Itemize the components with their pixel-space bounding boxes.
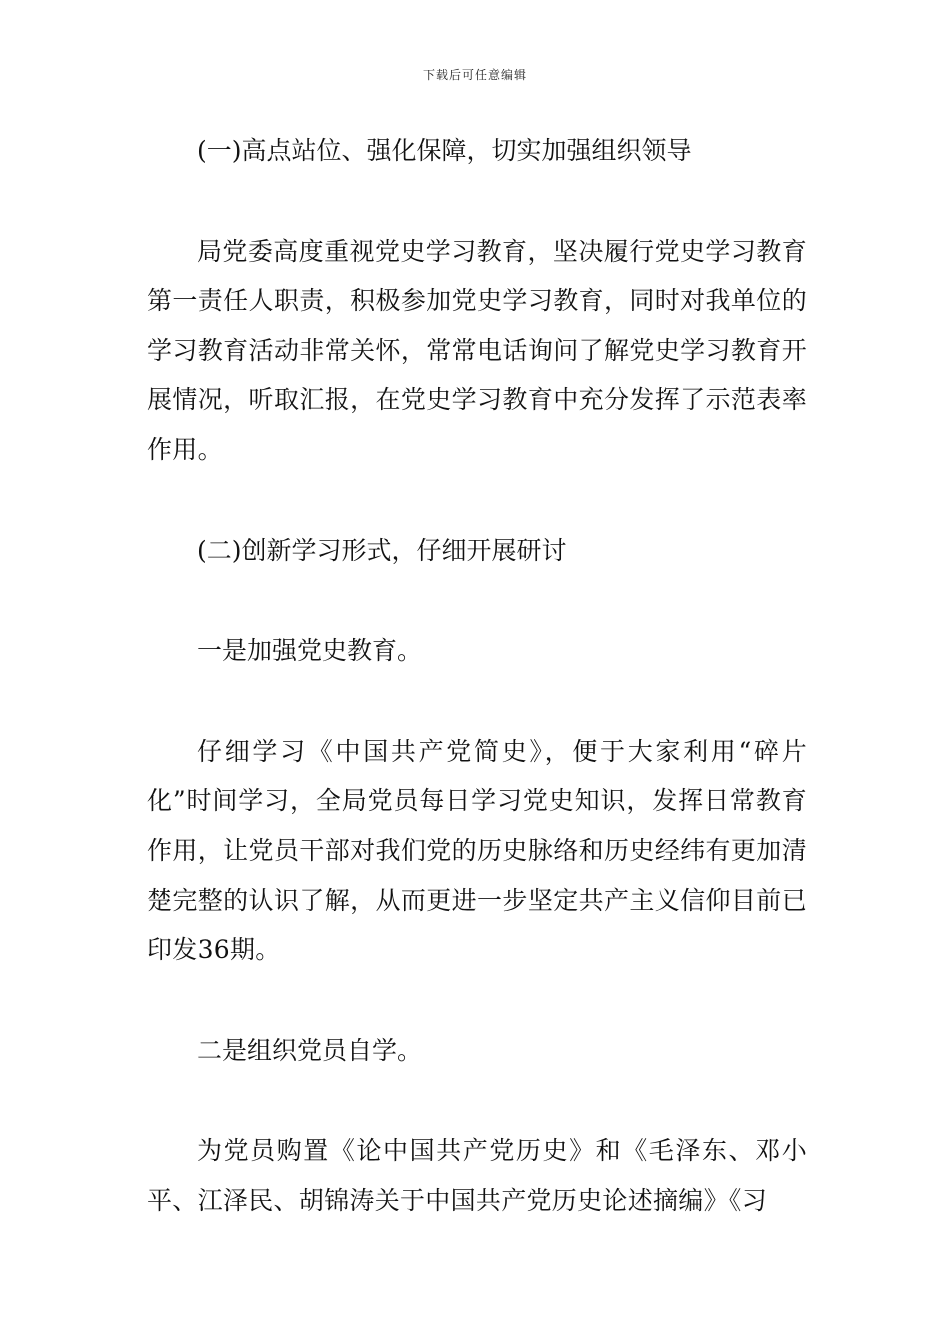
header-note: 下载后可任意编辑 [422, 68, 527, 82]
section-heading-1: (一)高点站位、强化保障，切实加强组织领导 [197, 136, 692, 165]
subheading-2: 二是组织党员自学。 [197, 1035, 423, 1065]
section-heading-2: (二)创新学习形式，仔细开展研讨 [197, 535, 567, 565]
document-body [147, 126, 807, 1226]
paragraph-1: 局党委高度重视党史学习教育，坚决履行党史学习教育第一责任人职责，积极参加党史学习教育，同时对我单位的学习教育活动非常关怀，常常电话询问了解党史学习教育开展情况，听取汇报，在党史学习教育中充分发挥了示范表率作用。 [147, 236, 807, 464]
paragraph-2: 仔细学习《中国共产党简史》，便于大家利用“碎片化”时间学习，全局党员每日学习党史知识，发挥日常教育作用，让党员干部对我们党的历史脉络和历史经纬有更加清楚完整的认识了解，从而更进一步坚定共产主义信仰目前已印发36期。 [147, 736, 807, 965]
subheading-1: 一是加强党史教育。 [197, 636, 423, 666]
paragraph-3: 为党员购置《论中国共产党历史》和《毛泽东、邓小平、江泽民、胡锦涛关于中国共产党历史论述摘编》《习 [147, 1136, 807, 1215]
